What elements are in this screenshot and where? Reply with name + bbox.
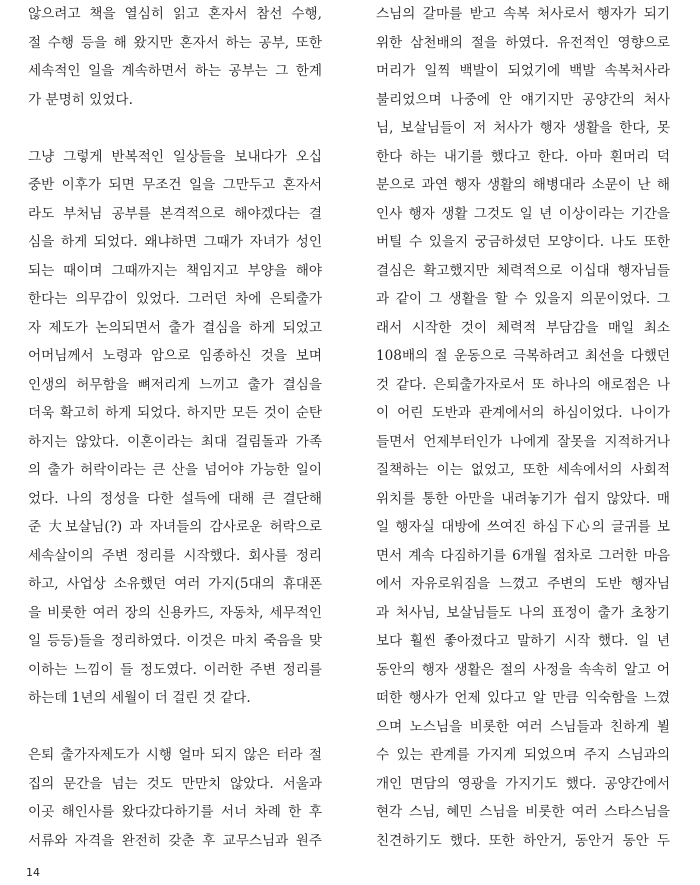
text-line: 과 같이 그 생활을 할 수 있을지 의문이었다. 그 [376,291,670,307]
text-line: 과 처사님, 보살님들도 나의 표정이 출가 초창기 [376,604,670,621]
text-line: 하고, 사업상 소유했던 여러 가지(5대의 휴대폰 [28,576,322,592]
text-line: 108배의 절 운동으로 극복하려고 최선을 다했던 [376,348,670,364]
text-line: 었다. 나의 정성을 다한 설득에 대해 큰 결단해 [28,490,322,507]
text-line: 이하는 느낌이 들 정도였다. 이러한 주변 정리를 [28,661,322,678]
text-line: 라도 부처님 공부를 본격적으로 해야겠다는 결 [28,205,322,222]
text-line: 위한 삼천배의 절을 하였다. 유전적인 영향으로 [376,34,670,51]
text-line: 결심은 확고했지만 체력적으로 이십대 행자님들 [376,262,670,279]
text-line: 질책하는 이는 없었고, 또한 세속에서의 사회적 [376,462,670,478]
paragraph-gap [28,713,322,742]
text-line: 하지는 않았다. 이혼이라는 최대 걸림돌과 가족 [28,433,322,450]
text-line: 집의 문간을 넘는 것도 만만치 않았다. 서울과 [28,775,322,792]
text-line: 않으려고 책을 열심히 읽고 혼자서 참선 수행, [28,6,322,22]
text-line: 들면서 언제부터인가 나에게 잘못을 지적하거나 [376,433,670,450]
text-line: 현각 스님, 혜민 스님을 비롯한 여러 스타스님을 [376,804,670,820]
text-line: 분으로 과연 행자 생활의 해병대라 소문이 난 해 [376,177,670,193]
text-line: 어머님께서 노령과 암으로 임종하신 것을 보며 [28,348,322,364]
text-line: 으며 노스님을 비롯한 여러 스님들과 친하게 뵐 [376,718,670,735]
text-line: 불리었으며 나중에 안 얘기지만 공양간의 처사 [376,91,670,108]
text-line: 친견하기도 했다. 또한 하안거, 동안거 동안 두 [376,832,670,849]
text-line: 에서 자유로워짐을 느꼈고 주변의 도반 행자님 [376,576,670,592]
text-line: 이 어린 도반과 관계에서의 하심이었다. 나이가 [376,405,670,421]
text-line: 준 大보살님(?) 과 자녀들의 감사로운 허락으로 [28,519,322,535]
text-line: 님, 보살님들이 저 처사가 행자 생활을 한다, 못 [376,120,670,136]
text-line: 동안의 행자 생활은 절의 사정을 속속히 알고 어 [376,661,670,678]
text-line: 래서 시작한 것이 체력적 부담감을 매일 최소 [376,319,670,336]
text-line: 은퇴 출가자제도가 시행 얼마 되지 않은 터라 절 [28,747,322,763]
text-line: 자 제도가 논의되면서 출가 결심을 하게 되었고 [28,319,322,336]
left-column [28,0,322,855]
text-line: 한다는 의무감이 있었다. 그러던 차에 은퇴출가 [28,291,322,307]
text-line: 절 수행 등을 해 왔지만 혼자서 하는 공부, 또한 [28,34,322,51]
text-line: 세속살이의 주변 정리를 시작했다. 회사를 정리 [28,547,322,564]
text-line: 보다 훨씬 좋아졌다고 말하기 시작 했다. 일 년 [376,633,670,649]
text-line: 심을 하게 되었다. 왜냐하면 그때가 자녀가 성인 [28,234,322,250]
text-line: 것 같다. 은퇴출가자로서 또 하나의 애로점은 나 [376,376,670,393]
text-line: 인생의 허무함을 뼈저리게 느끼고 출가 결심을 [28,376,322,393]
text-line: 떠한 행사가 언제 있다고 알 만큼 익숙함을 느꼈 [376,690,670,706]
text-line: 버틸 수 있을지 궁금하셨던 모양이다. 나도 또한 [376,234,670,250]
text-line: 의 출가 허락이라는 큰 산을 넘어야 가능한 일이 [28,462,322,478]
text-line: 인사 행자 생활 그것도 일 년 이상이라는 기간을 [376,205,670,222]
text-line: 더욱 확고히 하게 되었다. 하지만 모든 것이 순탄 [28,405,322,421]
text-line: 서류와 자격을 완전히 갖춘 후 교무스님과 원주 [28,832,322,849]
paragraph-gap [28,114,322,143]
text-line: 하는데 1년의 세월이 더 걸린 것 같다. [28,690,251,706]
text-line: 을 비롯한 여러 장의 신용카드, 자동차, 세무적인 [28,604,322,621]
text-line: 한다 하는 내기를 했다고 한다. 아마 흰머리 덕 [376,148,670,165]
text-line: 되는 때이며 그때까지는 책임지고 부양을 해야 [28,262,322,279]
text-line: 가 분명히 있었다. [28,91,133,108]
text-line: 일 등등)들을 정리하였다. 이것은 마치 죽음을 맞 [28,633,322,649]
text-line: 머리가 일찍 백발이 되었기에 백발 속복처사라 [376,63,670,79]
text-line: 중반 이후가 되면 무조건 일을 그만두고 혼자서 [28,177,322,193]
text-line: 일 행자실 대방에 쓰여진 하심下心의 글귀를 보 [376,519,670,535]
text-line: 스님의 갈마를 받고 속복 처사로서 행자가 되기 [376,6,670,22]
page-number: 14 [26,866,40,879]
text-line: 그냥 그렇게 반복적인 일상들을 보내다가 오십 [28,148,322,165]
text-line: 면서 계속 다짐하기를 6개월 점차로 그러한 마음 [376,547,670,564]
text-line: 개인 면담의 영광을 가지기도 했다. 공양간에서 [376,775,670,792]
right-column [376,0,670,855]
text-line: 세속적인 일을 계속하면서 하는 공부는 그 한계 [28,63,322,79]
text-line: 위치를 통한 아만을 내려놓기가 쉽지 않았다. 매 [376,490,670,507]
text-line: 수 있는 관계를 가지게 되었으며 주지 스님과의 [376,747,670,763]
text-line: 이곳 해인사를 왔다갔다하기를 서너 차례 한 후 [28,804,322,820]
